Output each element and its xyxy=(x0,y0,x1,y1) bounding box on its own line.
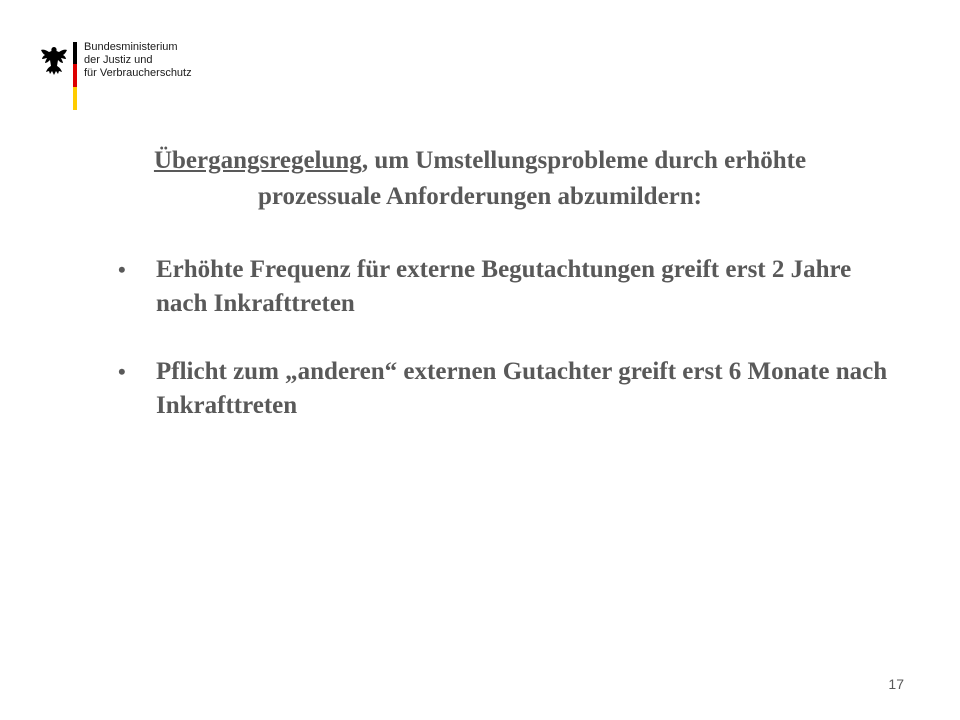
slide-heading xyxy=(100,143,860,215)
page-number: 17 xyxy=(888,676,904,692)
list-item xyxy=(118,253,898,321)
ministry-line-3: für Verbraucherschutz xyxy=(84,67,192,79)
federal-eagle-icon xyxy=(40,46,68,76)
bullet-text: Erhöhte Frequenz für externe Begutachtungen greift erst 2 Jahre nach Inkrafttreten xyxy=(156,256,852,317)
bullet-text: Pflicht zum „anderen“ externen Gutachter greift erst 6 Monate nach Inkrafttreten xyxy=(156,358,888,419)
heading-underlined: Übergangsregelung xyxy=(153,147,362,174)
heading-rest: , um Umstellungsprobleme durch erhöhte prozessuale Anforderungen abzumildern: xyxy=(258,147,807,210)
ministry-line-2: der Justiz und xyxy=(84,54,153,66)
flag-red xyxy=(73,64,77,87)
flag-stripe xyxy=(73,42,77,110)
ministry-name xyxy=(84,41,192,80)
list-item xyxy=(118,355,898,423)
bullet-list xyxy=(118,253,898,457)
ministry-logo xyxy=(40,38,240,118)
bullet-dot: • xyxy=(118,257,126,282)
flag-black xyxy=(73,42,77,64)
bullet-dot: • xyxy=(118,359,126,384)
flag-gold xyxy=(73,87,77,110)
ministry-line-1: Bundesministerium xyxy=(84,41,178,53)
